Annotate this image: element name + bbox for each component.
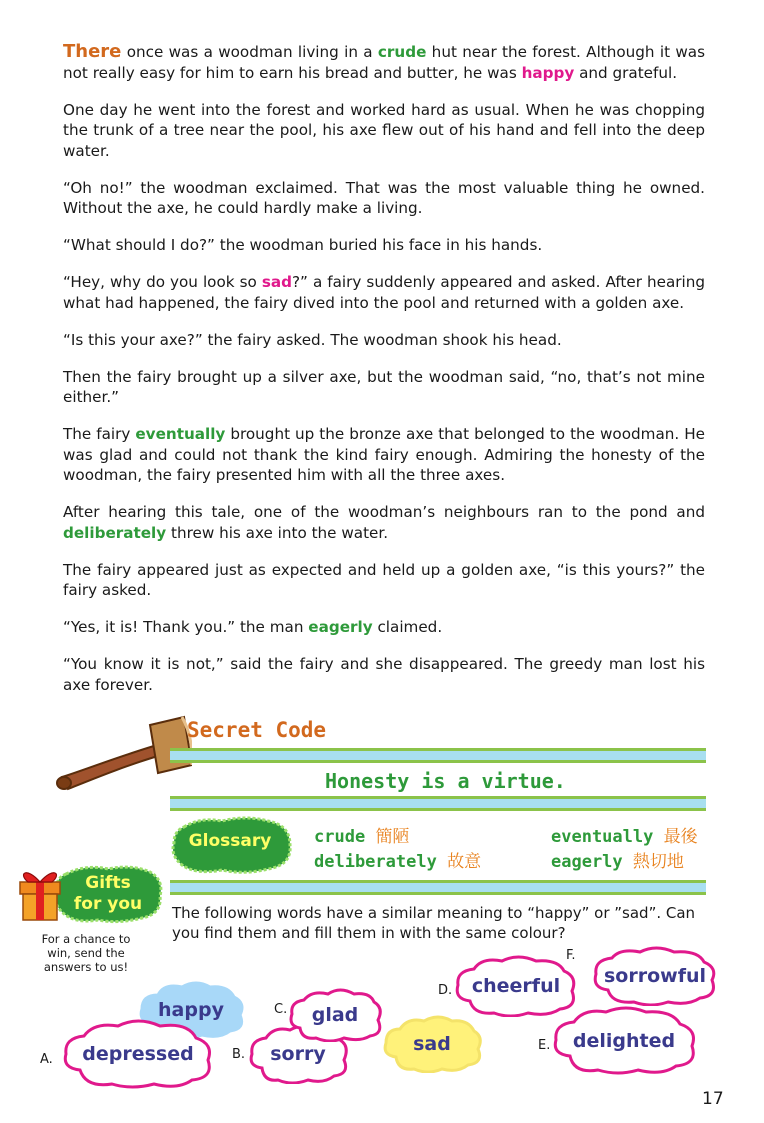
glossary-word: deliberately [314, 852, 437, 872]
cloud-word: sorry [270, 1043, 326, 1065]
story-paragraph-10: The fairy appeared just as expected and held up a golden axe, “is this yours?” the fairy asked. [63, 560, 705, 599]
gifts-label [58, 873, 158, 915]
glossary-translation: 最後 [663, 827, 698, 847]
glossary-entry-crude [314, 822, 409, 847]
story-paragraph-9 [63, 502, 705, 543]
story-text-run: ?” a fairy suddenly appeared and asked. After hearing what had happened, the fairy dived into the pool and returned with a golden axe. [63, 273, 705, 312]
glossary-word: crude [314, 827, 366, 847]
story-text [63, 42, 705, 712]
cloud-sorrowful [590, 946, 720, 1006]
highlight-word-happy: happy [521, 63, 575, 82]
secret-code-title: Secret Code [187, 718, 327, 742]
glossary-word: eagerly [551, 852, 623, 872]
gifts-label-line1: Gifts [85, 873, 131, 893]
story-first-word: There [63, 41, 122, 62]
glossary-word: eventually [551, 827, 654, 847]
gift-box-icon [16, 864, 64, 922]
story-paragraph-8 [63, 424, 705, 486]
story-text-run: hut near the forest. Although it was not really easy for him to earn his bread and butter, he was [63, 43, 705, 82]
option-letter-c: C. [274, 1002, 288, 1017]
story-paragraph-6: “Is this your axe?” the fairy asked. The woodman shook his head. [63, 330, 562, 349]
gifts-label-line2: for you [73, 894, 143, 914]
story-text-run: threw his axe into the water. [166, 523, 389, 542]
option-letter-f: F. [566, 948, 576, 963]
page-number: 17 [702, 1089, 724, 1109]
story-paragraph-12: “You know it is not,” said the fairy and she disappeared. The greedy man lost his axe forever. [63, 655, 705, 694]
option-letter-b: B. [232, 1047, 246, 1062]
story-paragraph-3: “Oh no!” the woodman exclaimed. That was the most valuable thing he owned. Without the axe, he could hardly make a living. [63, 178, 705, 217]
option-letter-d: D. [438, 983, 453, 998]
story-text-run: brought up the bronze axe that belonged to the woodman. He was glad and could not thank the kind fairy enough. Admiring the honesty of the woodman, the fairy presented him with all the three axes. [63, 425, 705, 484]
highlight-word-eventually: eventually [135, 425, 226, 443]
story-paragraph-11 [63, 617, 705, 638]
story-text-run: “Hey, why do you look so [63, 273, 262, 291]
secret-code-motto: Honesty is a virtue. [325, 769, 566, 793]
story-paragraph-5 [63, 272, 705, 313]
story-text-run: and grateful. [574, 63, 678, 82]
story-text-run: “Yes, it is! Thank you.” the man [63, 618, 309, 636]
cloud-delighted [548, 1006, 700, 1076]
secret-code-band-bottom [170, 796, 706, 811]
story-paragraph-1 [63, 42, 705, 83]
cloud-word: depressed [82, 1043, 194, 1065]
highlight-word-deliberately: deliberately [63, 523, 167, 542]
cloud-word: sorrowful [603, 965, 706, 987]
glossary-entry-deliberately [314, 847, 481, 872]
story-paragraph-2: One day he went into the forest and worked hard as usual. When he was chopping the trunk of a tree near the pool, his axe flew out of his hand and fell into the deep water. [63, 100, 705, 160]
glossary-entry-eagerly [551, 847, 684, 872]
cloud-sad [380, 1015, 484, 1073]
secret-code-band-top [170, 748, 706, 763]
glossary-translation: 故意 [447, 852, 482, 872]
story-paragraph-7: Then the fairy brought up a silver axe, but the woodman said, “no, that’s not mine either.” [63, 367, 705, 406]
story-text-run: After hearing this tale, one of the woodman’s neighbours ran to the pond and [63, 503, 705, 521]
exercise-instruction: The following words have a similar meaning to “happy” or ”sad”. Can you find them and fill them in with the same colour? [172, 904, 696, 942]
highlight-word-sad: sad [261, 273, 292, 291]
cloud-depressed [58, 1018, 218, 1090]
story-text-run: The fairy [63, 425, 136, 443]
highlight-word-crude: crude [377, 43, 427, 61]
glossary-translation: 熱切地 [632, 852, 684, 872]
cloud-word: delighted [572, 1030, 676, 1052]
glossary-label: Glossary [188, 831, 272, 851]
cloud-word: cheerful [471, 975, 561, 997]
gifts-note: For a chance to win, send the answers to us! [41, 932, 131, 974]
story-text-run: once was a woodman living in a [121, 43, 378, 61]
cloud-word: glad [311, 1004, 359, 1026]
glossary-translation: 簡陋 [375, 827, 410, 847]
glossary-entry-eventually [551, 822, 698, 847]
highlight-word-eagerly: eagerly [308, 618, 373, 636]
option-letter-a: A. [40, 1052, 53, 1067]
story-text-run: claimed. [372, 618, 443, 636]
glossary-band-bottom [170, 880, 706, 895]
cloud-glad [286, 988, 384, 1042]
cloud-word: sad [413, 1033, 451, 1055]
option-letter-e: E. [538, 1038, 551, 1053]
story-paragraph-4: “What should I do?” the woodman buried his face in his hands. [63, 236, 543, 254]
cloud-word: happy [158, 999, 224, 1021]
